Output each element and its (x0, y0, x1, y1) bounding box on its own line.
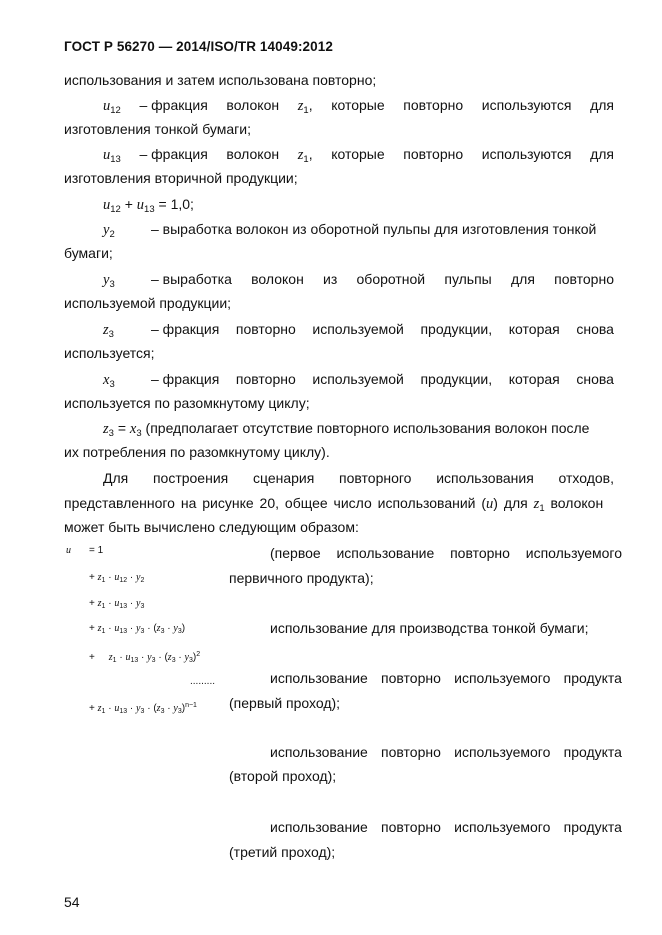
definition-u13-cont: изготовления вторичной продукции; (64, 170, 298, 186)
page-number: 54 (64, 894, 80, 910)
definition-y2-sym: $y_2$ (103, 222, 115, 240)
definition-x3-sym: $x_3$ (103, 372, 115, 390)
note-pass-3: использование повторно используемого продукта (270, 819, 622, 835)
formula-term-3: + $z_1 \cdot u_{13} \cdot y_3 \cdot (z_3 \cdot y_3)$ (89, 623, 186, 635)
definition-u13: $u_{13}$ – фракция волокон $z_1$, которые повторно используются для (103, 146, 614, 165)
formula-u: u (66, 545, 71, 556)
note-pass-2: использование повторно используемого продукта (270, 744, 622, 760)
definition-y2: – выработка волокон из оборотной пульпы для изготовления тонкой (151, 221, 597, 237)
paragraph-line-3: может быть вычислено следующим образом: (64, 519, 359, 535)
definition-u12-cont: изготовления тонкой бумаги; (64, 121, 251, 137)
definition-y2-cont: бумаги; (64, 245, 113, 261)
formula-term-4: + $z_1 \cdot u_{13} \cdot y_3 \cdot (z_3 \cdot y_3)^2$ (89, 651, 201, 664)
definition-z3-cont: используется; (64, 345, 155, 361)
note-first-use-cont: первичного продукта); (229, 570, 374, 586)
note-first-use: (первое использование повторно используемого (270, 545, 622, 561)
formula-term-n: + $z_1 \cdot u_{13} \cdot y_3 \cdot (z_3 \cdot y_3)^{n-1}$ (89, 702, 197, 715)
formula-eq-1: = 1 (89, 545, 104, 556)
definition-u12: $u_{12}$ – фракция волокон $z_1$, которые повторно используются для (103, 97, 614, 116)
paragraph-line-2: представленного на рисунке 20, общее число использований (u) для $z_1$ волокон (64, 495, 604, 514)
note-pass-1-cont: (первый проход); (229, 695, 341, 711)
z3-equals-x3: $z_3 = x_3$ (предполагает отсутствие повторного использования волокон после (103, 420, 590, 439)
document-header: ГОСТ Р 56270 — 2014/ISO/TR 14049:2012 (64, 39, 333, 54)
formula-term-2: + $z_1 \cdot u_{13} \cdot y_3$ (89, 598, 145, 610)
definition-x3-cont: используется по разомкнутому циклу; (64, 395, 310, 411)
definition-y3-cont: используемой продукции; (64, 295, 232, 311)
sum-equation: $u_{12} + u_{13} = 1,0$; (103, 196, 194, 215)
note-pass-2-cont: (второй проход); (229, 768, 337, 784)
note-pass-1: использование повторно используемого продукта (270, 670, 622, 686)
note-tissue-paper: использование для производства тонкой бумаги; (270, 620, 589, 636)
formula-ellipsis: ......... (190, 676, 216, 687)
definition-z3: – фракция повторно используемой продукции, которая снова (151, 321, 614, 337)
formula-term-1: + $z_1 \cdot u_{12} \cdot y_2$ (89, 572, 145, 584)
definition-y3: – выработка волокон из оборотной пульпы для повторно (151, 271, 614, 287)
continuation-line: использования и затем использована повторно; (64, 72, 377, 88)
paragraph-line-1: Для построения сценария повторного использования отходов, (103, 470, 614, 486)
note-pass-3-cont: (третий проход); (229, 844, 336, 860)
definition-y3-sym: $y_3$ (103, 272, 115, 290)
definition-x3: – фракция повторно используемой продукции, которая снова (151, 371, 614, 387)
z3-equals-x3-cont: их потребления по разомкнутому циклу). (64, 444, 330, 460)
definition-z3-sym: $z_3$ (103, 322, 114, 340)
